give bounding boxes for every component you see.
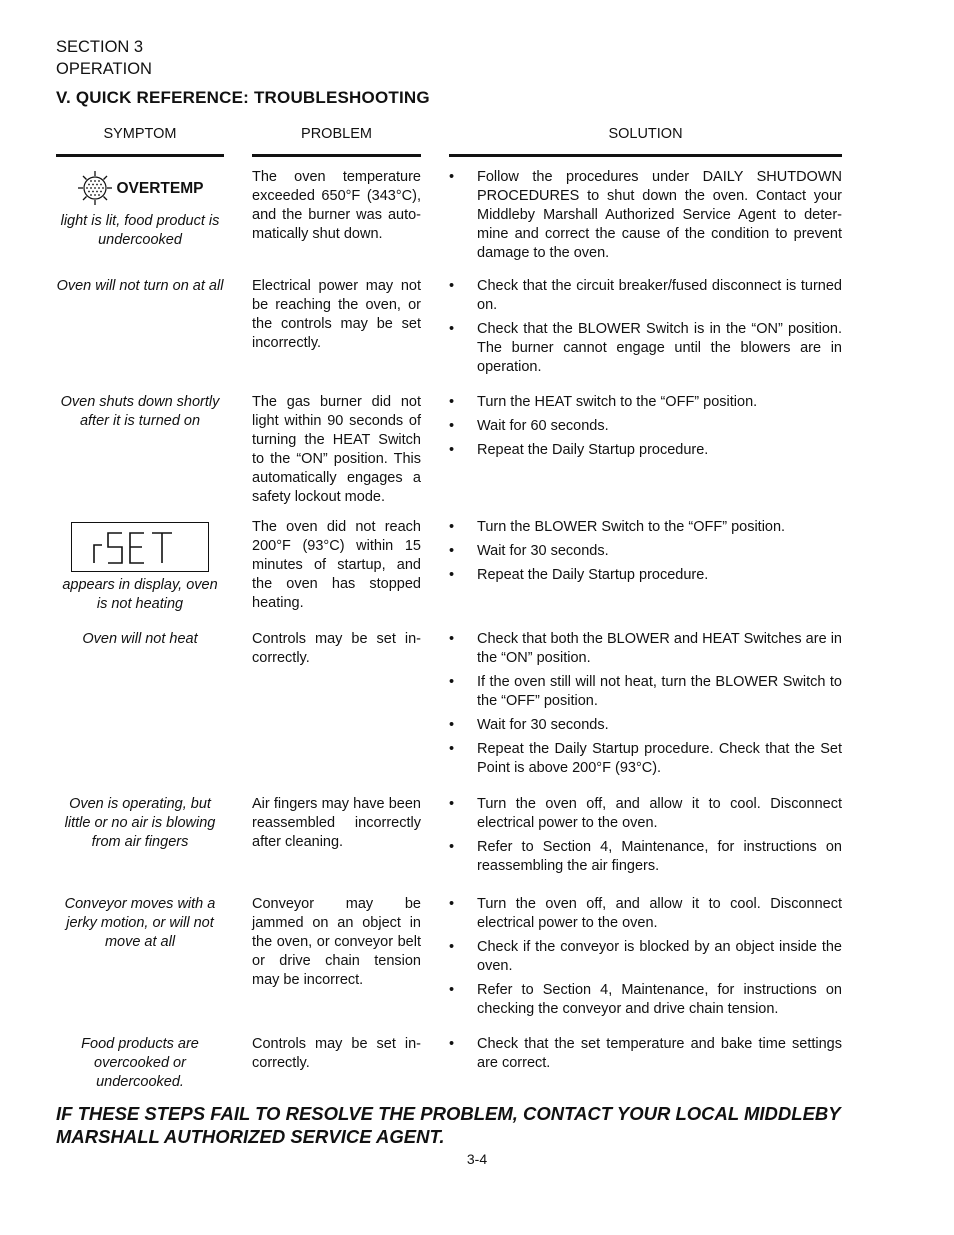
symptom-text: Oven shuts down shortly after it is turned on <box>60 394 220 429</box>
solution-item: • Repeat the Daily Startup procedure. <box>449 441 842 460</box>
solution-column-rule <box>449 154 842 157</box>
symptom-text: Oven will not turn on at all <box>56 278 224 294</box>
solution-item: • Turn the HEAT switch to the “OFF” position. <box>449 393 842 412</box>
solution-item: • Refer to Section 4, Maintenance, for instructions on checking the conveyor and drive chain tension. <box>449 981 842 1019</box>
solution-list <box>449 630 842 783</box>
solution-item: • Wait for 60 seconds. <box>449 417 842 436</box>
problem-text: The oven temperature exceeded 650°F (343°C), and the burner was auto-matically shut down. <box>252 169 421 242</box>
symptom-text: appears in display, oven is not heating <box>62 577 218 612</box>
solution-item: • Turn the oven off, and allow it to cool. Disconnect electrical power to the oven. <box>449 795 842 833</box>
solution-item: • Check that the set temperature and bake time settings are correct. <box>449 1035 842 1073</box>
symptom-text: Oven is operating, but little or no air is blowing from air fingers <box>64 796 216 850</box>
solution-item: • Turn the BLOWER Switch to the “OFF” position. <box>449 518 842 537</box>
problem-text: Electrical power may not be reaching the oven, or the controls may be set incorrectly. <box>252 278 421 351</box>
solution-item: • Wait for 30 seconds. <box>449 716 842 735</box>
problem-text: Air fingers may have been reassembled incorrectly after cleaning. <box>252 796 421 850</box>
symptom-text: Food products are overcooked or undercooked. <box>81 1036 199 1090</box>
solution-list <box>449 393 842 465</box>
section-label: SECTION 3 <box>56 38 144 56</box>
solution-list <box>449 1035 842 1078</box>
solution-item: • Check that the BLOWER Switch is in the “ON” position. The burner cannot engage until the blowers are in operation. <box>449 320 842 377</box>
symptom-column-header: SYMPTOM <box>103 126 177 142</box>
problem-text: The gas burner did not light within 90 seconds of turning the HEAT Switch to the “ON” position. This automatically engages a safety lockout mode. <box>252 394 421 505</box>
solution-item: • Check that both the BLOWER and HEAT Switches are in the “ON” position. <box>449 630 842 668</box>
solution-list <box>449 277 842 382</box>
rset-display <box>71 522 209 572</box>
solution-item: • Check that the circuit breaker/fused disconnect is turned on. <box>449 277 842 315</box>
solution-list <box>449 168 842 268</box>
symptom-column-rule <box>56 154 224 157</box>
chapter-label: OPERATION <box>56 60 152 78</box>
solution-item: • Follow the procedures under DAILY SHUTDOWN PROCEDURES to shut down the oven. Contact your Middleby Marshall Authorized Service Agent to deter-mine and correct the cause of the condition to prevent damage to the oven. <box>449 168 842 263</box>
problem-text: The oven did not reach 200°F (93°C) within 15 minutes of startup, and the oven has stopped heating. <box>252 519 421 611</box>
rset-segment-glyphs <box>72 523 208 571</box>
problem-text: Controls may be set in-correctly. <box>252 631 421 666</box>
indicator-light-icon <box>77 170 113 206</box>
symptom-text: Oven will not heat <box>82 631 198 647</box>
overtemp-indicator <box>56 170 224 206</box>
solution-item: • Repeat the Daily Startup procedure. <box>449 566 842 585</box>
problem-column-header: PROBLEM <box>301 126 372 142</box>
symptom-rset <box>56 522 224 614</box>
symptom-text: light is lit, food product is undercooked <box>60 213 220 248</box>
solution-item: • If the oven still will not heat, turn the BLOWER Switch to the “OFF” position. <box>449 673 842 711</box>
problem-column-rule <box>252 154 421 157</box>
solution-item: • Turn the oven off, and allow it to cool. Disconnect electrical power to the oven. <box>449 895 842 933</box>
solution-list <box>449 795 842 881</box>
solution-list <box>449 518 842 590</box>
symptom-text: Conveyor moves with a jerky motion, or will not move at all <box>64 896 216 950</box>
symptom-overtemp <box>56 170 224 250</box>
service-agent-warning: IF THESE STEPS FAIL TO RESOLVE THE PROBLEM, CONTACT YOUR LOCAL MIDDLEBY MARSHALL AUTHORIZED SERVICE AGENT. <box>56 1103 841 1147</box>
page-number: 3-4 <box>466 1151 488 1167</box>
page-title: V. QUICK REFERENCE: TROUBLESHOOTING <box>56 88 430 107</box>
solution-item: • Repeat the Daily Startup procedure. Check that the Set Point is above 200°F (93°C). <box>449 740 842 778</box>
problem-text: Controls may be set in-correctly. <box>252 1036 421 1071</box>
solution-item: • Check if the conveyor is blocked by an object inside the oven. <box>449 938 842 976</box>
solution-list <box>449 895 842 1024</box>
overtemp-label: OVERTEMP <box>116 179 204 197</box>
solution-item: • Wait for 30 seconds. <box>449 542 842 561</box>
solution-column-header: SOLUTION <box>608 126 683 142</box>
solution-item: • Refer to Section 4, Maintenance, for instructions on reassembling the air fingers. <box>449 838 842 876</box>
problem-text: Conveyor may be jammed on an object in the oven, or conveyor belt or drive chain tension may be incorrect. <box>252 896 421 988</box>
